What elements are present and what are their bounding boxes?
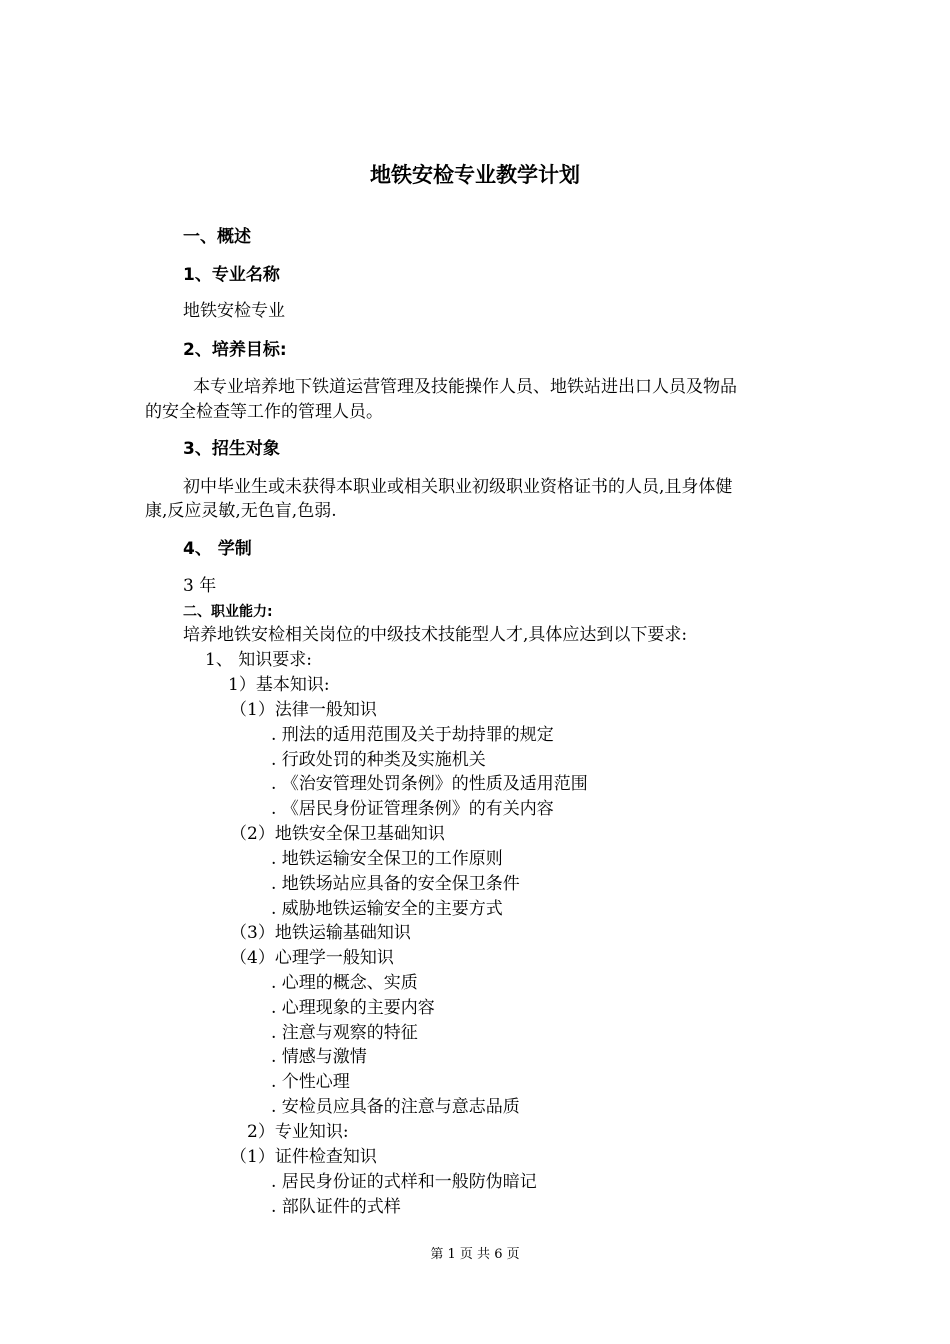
subheading-training-goal: 2、培养目标:	[183, 340, 287, 360]
page-footer: 第 1 页 共 6 页	[430, 1247, 520, 1262]
subheading-major-name: 1、专业名称	[183, 265, 280, 285]
list-item: . 部队证件的式样	[271, 1197, 401, 1217]
list-item: . 心理现象的主要内容	[271, 998, 435, 1018]
paragraph-competence-intro: 培养地铁安检相关岗位的中级技术技能型人才,具体应达到以下要求:	[183, 625, 688, 645]
list-item: . 刑法的适用范围及关于劫持罪的规定	[271, 725, 554, 745]
list-item: . 地铁运输安全保卫的工作原则	[271, 849, 503, 869]
list-item: . 行政处罚的种类及实施机关	[271, 750, 486, 770]
list-item: . 居民身份证的式样和一般防伪暗记	[271, 1172, 537, 1192]
list-heading-transport: （3）地铁运输基础知识	[230, 923, 411, 943]
paragraph-enrollment-line1: 初中毕业生或未获得本职业或相关职业初级职业资格证书的人员,且身体健	[183, 477, 733, 497]
section-heading-overview: 一、概述	[183, 227, 251, 247]
paragraph-major-name: 地铁安检专业	[183, 301, 285, 321]
list-item: . 注意与观察的特征	[271, 1023, 418, 1043]
list-heading-professional: 2）专业知识:	[247, 1122, 349, 1142]
list-item: . 心理的概念、实质	[271, 973, 418, 993]
list-heading-law: （1）法律一般知识	[230, 700, 377, 720]
section-heading-competence: 二、职业能力:	[183, 604, 273, 620]
list-item: . 安检员应具备的注意与意志品质	[271, 1097, 520, 1117]
list-heading-certificate: （1）证件检查知识	[230, 1147, 377, 1167]
list-item: . 情感与激情	[271, 1047, 367, 1067]
paragraph-duration: 3 年	[183, 576, 217, 596]
list-heading-basic: 1）基本知识:	[228, 675, 330, 695]
paragraph-training-goal-line2: 的安全检查等工作的管理人员。	[145, 402, 383, 422]
subheading-enrollment: 3、招生对象	[183, 439, 280, 459]
list-item: . 个性心理	[271, 1072, 350, 1092]
list-heading-security: （2）地铁安全保卫基础知识	[230, 824, 445, 844]
paragraph-enrollment-line2: 康,反应灵敏,无色盲,色弱.	[145, 501, 337, 521]
subheading-duration: 4、 学制	[183, 539, 252, 559]
list-item: . 《居民身份证管理条例》的有关内容	[271, 799, 554, 819]
list-item: . 威胁地铁运输安全的主要方式	[271, 899, 503, 919]
document-title: 地铁安检专业教学计划	[370, 163, 580, 187]
list-heading-knowledge: 1、 知识要求:	[205, 650, 312, 670]
list-item: . 地铁场站应具备的安全保卫条件	[271, 874, 520, 894]
paragraph-training-goal-line1: 本专业培养地下铁道运营管理及技能操作人员、地铁站进出口人员及物品	[193, 377, 737, 397]
list-item: . 《治安管理处罚条例》的性质及适用范围	[271, 774, 588, 794]
list-heading-psychology: （4）心理学一般知识	[230, 948, 394, 968]
